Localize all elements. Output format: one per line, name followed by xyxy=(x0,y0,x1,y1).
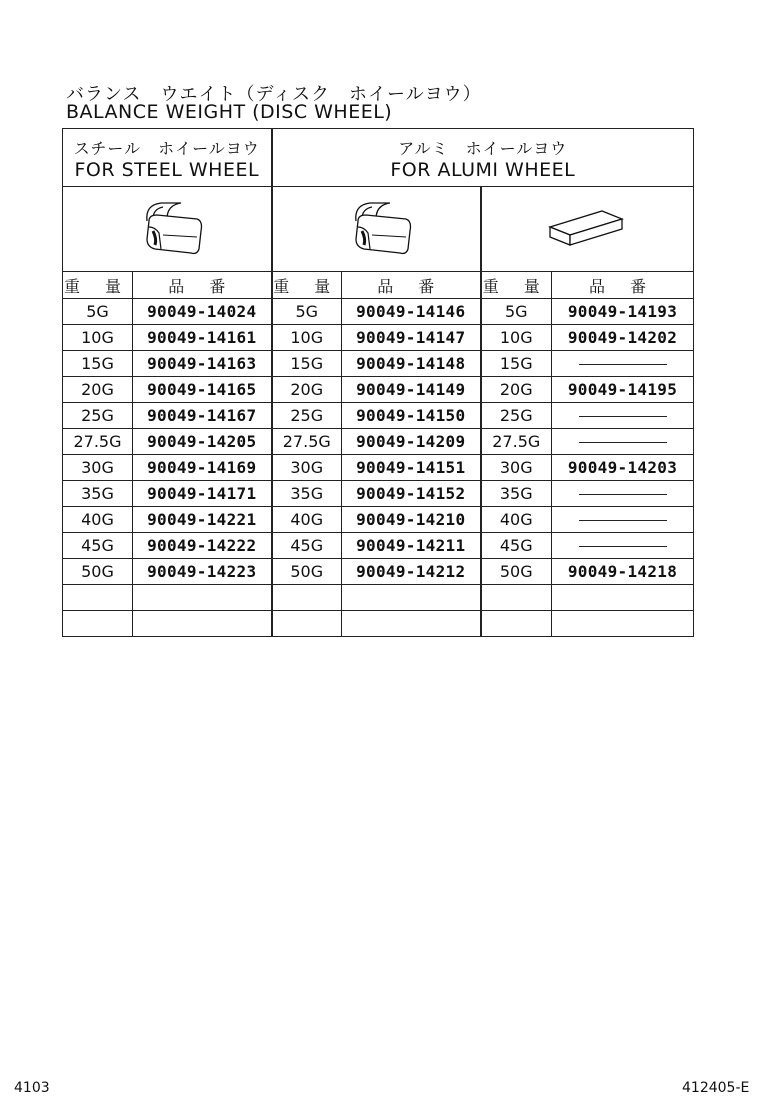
part-number-cell: 90049-14222 xyxy=(133,533,272,559)
weight-cell: 20G xyxy=(272,377,342,403)
weight-cell: 5G xyxy=(63,299,133,325)
not-available-dash xyxy=(579,546,667,547)
part-number-cell xyxy=(342,611,481,637)
weight-cell: 30G xyxy=(272,455,342,481)
part-number-cell xyxy=(552,585,694,611)
not-available-dash xyxy=(579,520,667,521)
part-number-cell: 90049-14169 xyxy=(133,455,272,481)
steel-wheel-header xyxy=(63,129,272,187)
weight-cell xyxy=(272,611,342,637)
weight-cell xyxy=(63,585,133,611)
weight-cell: 50G xyxy=(63,559,133,585)
weight-cell: 50G xyxy=(272,559,342,585)
table-row xyxy=(63,481,694,507)
weight-cell xyxy=(481,611,552,637)
figure-code: 412405-E xyxy=(682,1080,750,1096)
alumi-clip-illustration-cell xyxy=(272,187,481,272)
weight-cell: 5G xyxy=(272,299,342,325)
part-number-cell xyxy=(552,611,694,637)
weight-cell: 25G xyxy=(272,403,342,429)
part-number-cell: 90049-14221 xyxy=(133,507,272,533)
table-row xyxy=(63,455,694,481)
part-number-cell: 90049-14203 xyxy=(552,455,694,481)
alumi-header-en: FOR ALUMI WHEEL xyxy=(390,159,576,181)
weight-cell: 50G xyxy=(481,559,552,585)
part-number-cell: 90049-14202 xyxy=(552,325,694,351)
part-number-cell: 90049-14163 xyxy=(133,351,272,377)
clip-on-weight-icon xyxy=(127,191,207,263)
weight-cell: 27.5G xyxy=(481,429,552,455)
weight-cell: 25G xyxy=(481,403,552,429)
weight-cell: 40G xyxy=(481,507,552,533)
stick-on-weight-icon xyxy=(542,197,632,257)
part-number-cell xyxy=(552,507,694,533)
weight-cell: 27.5G xyxy=(63,429,133,455)
parts-table xyxy=(62,128,694,637)
part-number-cell xyxy=(552,403,694,429)
part-number-cell xyxy=(552,429,694,455)
table-row xyxy=(63,507,694,533)
weight-cell: 45G xyxy=(481,533,552,559)
part-number-cell: 90049-14161 xyxy=(133,325,272,351)
part-number-cell: 90049-14024 xyxy=(133,299,272,325)
part-number-cell xyxy=(552,481,694,507)
part-number-cell xyxy=(342,585,481,611)
part-number-cell: 90049-14150 xyxy=(342,403,481,429)
weight-cell: 15G xyxy=(272,351,342,377)
alumi-stick-illustration-cell xyxy=(481,187,694,272)
steel-header-jp: スチール ホイールヨウ xyxy=(73,139,260,158)
weight-cell: 15G xyxy=(63,351,133,377)
weight-cell: 27.5G xyxy=(272,429,342,455)
weight-cell: 45G xyxy=(63,533,133,559)
weight-cell xyxy=(63,611,133,637)
table-row xyxy=(63,377,694,403)
not-available-dash xyxy=(579,364,667,365)
table-row xyxy=(63,325,694,351)
not-available-dash xyxy=(579,494,667,495)
part-number-cell: 90049-14167 xyxy=(133,403,272,429)
weight-cell: 35G xyxy=(272,481,342,507)
part-number-cell: 90049-14211 xyxy=(342,533,481,559)
part-number-header: 品 番 xyxy=(552,272,694,299)
weight-cell: 20G xyxy=(481,377,552,403)
part-number-cell: 90049-14223 xyxy=(133,559,272,585)
part-number-cell: 90049-14171 xyxy=(133,481,272,507)
weight-cell: 10G xyxy=(272,325,342,351)
clip-on-weight-icon xyxy=(336,191,416,263)
part-number-cell: 90049-14218 xyxy=(552,559,694,585)
not-available-dash xyxy=(579,416,667,417)
table-row xyxy=(63,611,694,637)
column-header-row xyxy=(63,272,694,299)
weight-cell: 35G xyxy=(63,481,133,507)
weight-cell: 15G xyxy=(481,351,552,377)
steel-illustration-cell xyxy=(63,187,272,272)
weight-cell xyxy=(481,585,552,611)
weight-header: 重 量 xyxy=(272,272,342,299)
part-number-cell: 90049-14151 xyxy=(342,455,481,481)
part-number-cell: 90049-14165 xyxy=(133,377,272,403)
weight-cell xyxy=(272,585,342,611)
table-row xyxy=(63,533,694,559)
weight-cell: 20G xyxy=(63,377,133,403)
group-header-row xyxy=(63,129,694,187)
weight-cell: 10G xyxy=(481,325,552,351)
part-number-cell: 90049-14148 xyxy=(342,351,481,377)
title-english: BALANCE WEIGHT (DISC WHEEL) xyxy=(66,101,393,123)
weight-cell: 40G xyxy=(272,507,342,533)
part-number-cell: 90049-14205 xyxy=(133,429,272,455)
weight-header: 重 量 xyxy=(63,272,133,299)
weight-cell: 40G xyxy=(63,507,133,533)
part-number-cell: 90049-14212 xyxy=(342,559,481,585)
illustration-row xyxy=(63,187,694,272)
part-number-cell xyxy=(133,611,272,637)
part-number-header: 品 番 xyxy=(342,272,481,299)
weight-header: 重 量 xyxy=(481,272,552,299)
part-number-cell xyxy=(133,585,272,611)
part-number-cell xyxy=(552,533,694,559)
weight-cell: 30G xyxy=(481,455,552,481)
table-row xyxy=(63,585,694,611)
steel-header-en: FOR STEEL WHEEL xyxy=(74,159,260,181)
part-number-cell: 90049-14152 xyxy=(342,481,481,507)
weight-cell: 45G xyxy=(272,533,342,559)
part-number-cell: 90049-14209 xyxy=(342,429,481,455)
part-number-header: 品 番 xyxy=(133,272,272,299)
table-row xyxy=(63,299,694,325)
part-number-cell xyxy=(552,351,694,377)
table-row xyxy=(63,559,694,585)
title-japanese: バランス ウエイト（ディスク ホイールヨウ） xyxy=(66,84,482,105)
alumi-wheel-header xyxy=(272,129,694,187)
alumi-header-jp: アルミ ホイールヨウ xyxy=(398,139,568,158)
page-number: 4103 xyxy=(14,1080,50,1096)
weight-cell: 30G xyxy=(63,455,133,481)
table-row xyxy=(63,351,694,377)
part-number-cell: 90049-14147 xyxy=(342,325,481,351)
part-number-cell: 90049-14146 xyxy=(342,299,481,325)
part-number-cell: 90049-14149 xyxy=(342,377,481,403)
not-available-dash xyxy=(579,442,667,443)
weight-cell: 35G xyxy=(481,481,552,507)
weight-cell: 5G xyxy=(481,299,552,325)
part-number-cell: 90049-14195 xyxy=(552,377,694,403)
part-number-cell: 90049-14193 xyxy=(552,299,694,325)
weight-cell: 10G xyxy=(63,325,133,351)
table-row xyxy=(63,429,694,455)
table-row xyxy=(63,403,694,429)
part-number-cell: 90049-14210 xyxy=(342,507,481,533)
weight-cell: 25G xyxy=(63,403,133,429)
